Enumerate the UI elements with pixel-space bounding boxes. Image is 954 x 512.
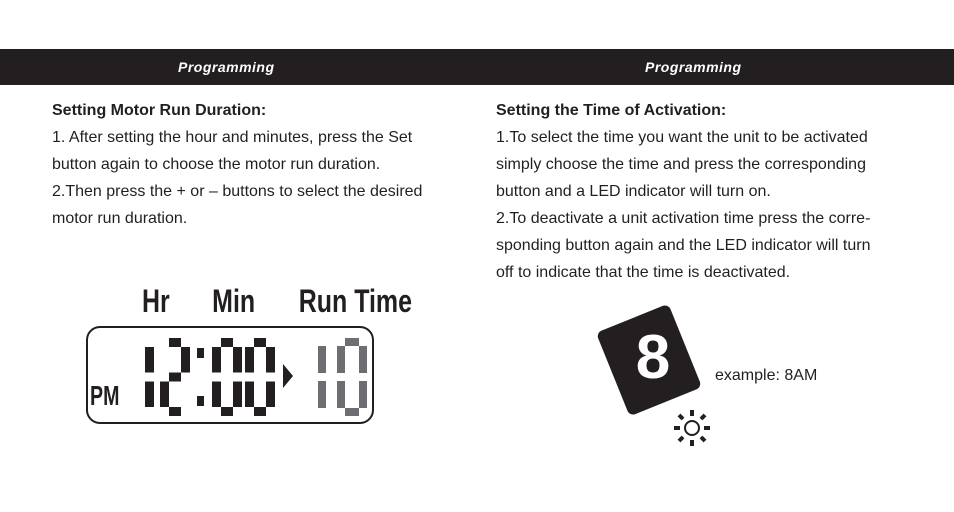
- lcd-segment: [221, 407, 233, 416]
- lcd-segment: [345, 408, 359, 416]
- instruction-line: 2.Then press the + or – buttons to select the desired: [52, 183, 423, 200]
- instruction-line: off to indicate that the time is deactivated.: [496, 264, 791, 281]
- lcd-segment: [169, 407, 181, 416]
- colon-icon: [197, 348, 204, 406]
- time-digits: [145, 338, 275, 416]
- lcd-segment: [337, 381, 345, 408]
- lcd-segment: [254, 338, 266, 347]
- label-minute: Min: [212, 283, 256, 319]
- lcd-segment: [254, 407, 266, 416]
- label-run-time: Run Time: [298, 283, 412, 319]
- pm-indicator: PM: [90, 380, 120, 411]
- lcd-segment: [145, 347, 154, 373]
- instruction-line: 2.To deactivate a unit activation time press the corre-: [496, 210, 871, 227]
- label-hour: Hr: [141, 283, 170, 319]
- lcd-segment: [181, 347, 190, 373]
- instruction-line: button again to choose the motor run duration.: [52, 156, 381, 173]
- instruction-line: 1.To select the time you want the unit to be activated: [496, 129, 868, 146]
- lcd-segment: [169, 338, 181, 347]
- section-heading: Setting Motor Run Duration:: [52, 102, 267, 119]
- lcd-segment: [318, 346, 326, 373]
- lcd-segment: [345, 338, 359, 346]
- badge-digit: 8: [635, 323, 671, 392]
- lcd-segment: [245, 347, 254, 373]
- lcd-segment: [318, 381, 326, 408]
- instruction-line: motor run duration.: [52, 210, 188, 227]
- instruction-line: 1. After setting the hour and minutes, press the Set: [52, 129, 413, 146]
- lcd-segment: [266, 382, 275, 408]
- lcd-segment: [359, 381, 367, 408]
- example-caption: example: 8AM: [715, 367, 818, 384]
- lcd-segment: [221, 338, 233, 347]
- lcd-segment: [245, 382, 254, 408]
- lcd-segment: [212, 347, 221, 373]
- lcd-segment: [337, 346, 345, 373]
- lcd-segment: [266, 347, 275, 373]
- run-time-digits: [318, 338, 367, 416]
- instruction-line: button and a LED indicator will turn on.: [496, 183, 771, 200]
- section-heading: Setting the Time of Activation:: [496, 102, 727, 119]
- instruction-line: simply choose the time and press the corresponding: [496, 156, 866, 173]
- lcd-segment: [233, 347, 242, 373]
- lcd-segment: [359, 346, 367, 373]
- arrow-indicator-icon: [283, 364, 293, 388]
- lcd-segment: [169, 373, 181, 382]
- instruction-line: sponding button again and the LED indicator will turn: [496, 237, 871, 254]
- lcd-segment: [233, 382, 242, 408]
- led-indicator-icon: [672, 408, 712, 448]
- lcd-segment: [160, 382, 169, 408]
- header-title-left: Programming: [178, 59, 275, 75]
- lcd-segment: [145, 382, 154, 408]
- lcd-segment: [212, 382, 221, 408]
- header-title-right: Programming: [645, 59, 742, 75]
